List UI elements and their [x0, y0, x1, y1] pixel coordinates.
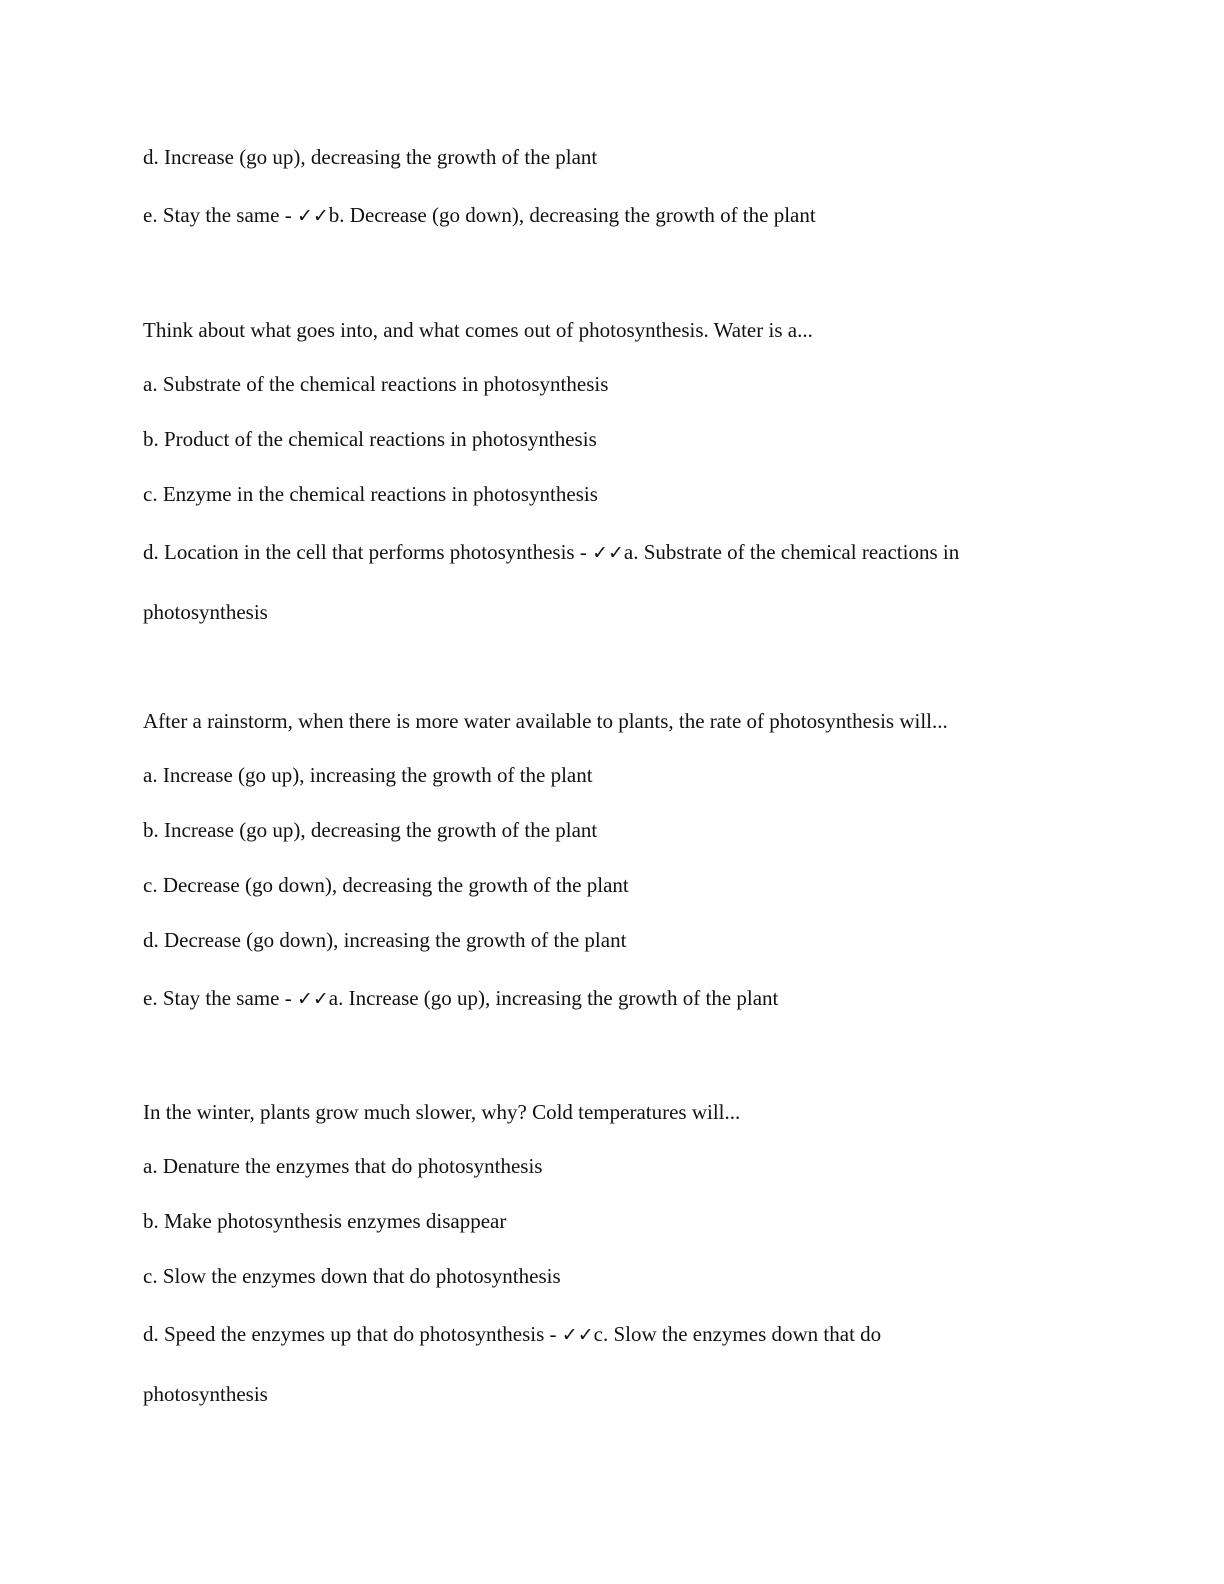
q2-answer-continued: photosynthesis: [143, 600, 268, 624]
q2-option-d: [143, 539, 1103, 566]
q3-option-a: a. Increase (go up), increasing the growth of the plant: [143, 763, 593, 787]
q4-option-d-text: d. Speed the enzymes up that do photosynthesis -: [143, 1322, 562, 1346]
q3-answer: a. Increase (go up), increasing the growth of the plant: [328, 986, 779, 1010]
q4-option-d: [143, 1321, 1103, 1348]
q4-question: In the winter, plants grow much slower, why? Cold temperatures will...: [143, 1100, 741, 1124]
q3-option-e: [143, 985, 1103, 1012]
q2-option-d-text: d. Location in the cell that performs photosynthesis -: [143, 540, 593, 564]
q2-option-c: c. Enzyme in the chemical reactions in photosynthesis: [143, 482, 598, 506]
q4-answer-continued: photosynthesis: [143, 1382, 268, 1406]
q3-option-c: c. Decrease (go down), decreasing the growth of the plant: [143, 873, 629, 897]
q2-option-b: b. Product of the chemical reactions in photosynthesis: [143, 427, 597, 451]
q3-option-d: d. Decrease (go down), increasing the growth of the plant: [143, 928, 627, 952]
q4-option-a: a. Denature the enzymes that do photosynthesis: [143, 1154, 543, 1178]
q1-option-e: [143, 202, 1103, 229]
q2-option-a: a. Substrate of the chemical reactions in photosynthesis: [143, 372, 609, 396]
q1-option-d: d. Increase (go up), decreasing the growth of the plant: [143, 145, 598, 169]
q3-question: After a rainstorm, when there is more water available to plants, the rate of photosynthesis will...: [143, 709, 948, 733]
q1-option-e-text: e. Stay the same -: [143, 203, 297, 227]
check-mark-icon: ✓✓: [296, 988, 329, 1010]
q4-answer: c. Slow the enzymes down that do: [593, 1322, 882, 1346]
check-mark-icon: ✓✓: [561, 1324, 594, 1346]
check-mark-icon: ✓✓: [592, 542, 624, 564]
q2-answer: a. Substrate of the chemical reactions in: [623, 540, 960, 564]
q3-option-b: b. Increase (go up), decreasing the growth of the plant: [143, 818, 598, 842]
q2-question: Think about what goes into, and what comes out of photosynthesis. Water is a...: [143, 318, 813, 342]
check-mark-icon: ✓✓: [296, 205, 329, 227]
q1-answer: b. Decrease (go down), decreasing the growth of the plant: [328, 203, 816, 227]
q4-option-c: c. Slow the enzymes down that do photosynthesis: [143, 1264, 561, 1288]
q4-option-b: b. Make photosynthesis enzymes disappear: [143, 1209, 507, 1233]
q3-option-e-text: e. Stay the same -: [143, 986, 297, 1010]
